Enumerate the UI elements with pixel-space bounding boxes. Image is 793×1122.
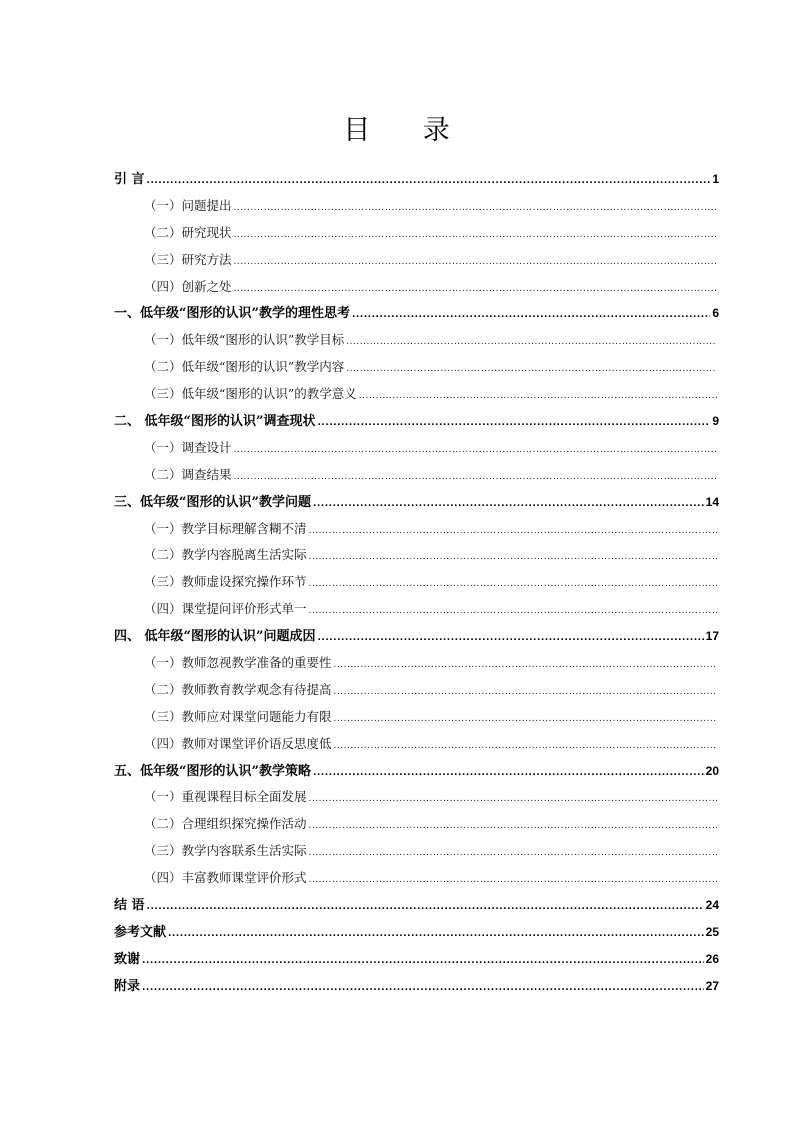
toc-chapter-entry[interactable] [114,300,719,327]
toc-section-entry[interactable] [114,650,719,677]
toc-section-entry[interactable] [114,569,719,596]
dot-leader [317,625,703,650]
toc-section-entry[interactable] [114,193,719,220]
dot-leader [309,518,717,543]
toc-section-entry[interactable] [114,677,719,704]
dot-leader [168,921,704,946]
dot-leader [334,706,717,731]
toc-page-number: 25 [705,924,719,939]
toc-entry-label: 致谢 [114,951,141,967]
dot-leader [234,195,717,220]
toc-entry-label: （四）丰富教师课堂评价形式 [144,870,307,886]
toc-entry-label: （三）研究方法 [144,251,232,267]
dot-leader [234,249,717,274]
toc-entry-label: （一）调查设计 [144,439,232,455]
toc-chapter-entry[interactable] [114,919,719,946]
toc-entry-label: （四）课堂提问评价形式单一 [144,601,307,617]
dot-leader [234,437,717,462]
toc-entry-label: （一）低年级“图形的认识”教学目标 [144,332,345,348]
dot-leader [346,329,717,354]
toc-entry-label: 一、低年级“图形的认识”教学的理性思考 [114,306,350,322]
toc-entry-label: （二）合理组织探究操作活动 [144,816,307,832]
toc-entry-label: （四）创新之处 [144,278,232,294]
toc-section-entry[interactable] [114,811,719,838]
toc-entry-label: （二）研究现状 [144,224,232,240]
toc-entry-label: 三、低年级“图形的认识”教学问题 [114,494,311,510]
toc-entry-label: （二）教学内容脱离生活实际 [144,547,307,563]
toc-entry-label: 二、 低年级“图形的认识”调查现状 [114,414,316,430]
toc-entry-label: （三）教师应对课堂问题能力有限 [144,708,332,724]
toc-chapter-entry[interactable] [114,892,719,919]
dot-leader [346,356,717,381]
toc-section-entry[interactable] [114,274,719,301]
toc-section-entry[interactable] [114,327,719,354]
toc-page-number: 14 [705,494,719,509]
toc-page-number: 26 [705,951,719,966]
dot-leader [234,276,717,301]
dot-leader [352,302,710,327]
toc-entry-label: （一）重视课程目标全面发展 [144,789,307,805]
dot-leader [309,571,717,596]
toc-section-entry[interactable] [114,220,719,247]
dot-leader [234,222,717,247]
toc-section-entry[interactable] [114,247,719,274]
toc-entry-label: 引 言 [114,172,145,187]
dot-leader [309,544,717,569]
toc-chapter-entry[interactable] [114,408,719,435]
dot-leader [147,894,704,919]
toc-page-number: 6 [712,306,719,321]
toc-entry-label: （一）教师忽视教学准备的重要性 [144,655,332,671]
toc-chapter-entry[interactable] [114,758,719,785]
toc-chapter-entry[interactable] [114,489,719,516]
dot-leader [147,168,711,193]
toc-page-number: 17 [705,629,719,644]
toc-entry-label: （一）问题提出 [144,197,232,213]
dot-leader [142,948,704,973]
dot-leader [309,840,717,865]
toc-page-number: 9 [712,414,719,429]
dot-leader [234,464,717,489]
toc-page-number: 27 [705,978,719,993]
dot-leader [313,491,704,516]
dot-leader [334,679,717,704]
toc-page-number: 20 [705,763,719,778]
toc-entry-label: （二）调查结果 [144,466,232,482]
toc-entry-label: （二）低年级“图形的认识”教学内容 [144,359,345,375]
toc-section-entry[interactable] [114,596,719,623]
dot-leader [309,867,717,892]
dot-leader [359,383,717,408]
toc-section-entry[interactable] [114,865,719,892]
toc-section-entry[interactable] [114,516,719,543]
toc-section-entry[interactable] [114,784,719,811]
toc-section-entry[interactable] [114,542,719,569]
dot-leader [334,652,717,677]
toc-chapter-entry[interactable] [114,623,719,650]
toc-entry-label: 参考文献 [114,924,167,940]
toc-entry-label: 附录 [114,978,141,994]
dot-leader [313,760,704,785]
toc-entry-label: （四）教师对课堂评价语反思度低 [144,735,332,751]
toc-page-number: 1 [712,172,719,186]
toc-entry-label: （一）教学目标理解含糊不清 [144,520,307,536]
toc-section-entry[interactable] [114,838,719,865]
toc-chapter-entry[interactable] [114,973,719,1000]
toc-section-entry[interactable] [114,462,719,489]
toc-entry-label: （三）教学内容联系生活实际 [144,843,307,859]
toc-page-number: 24 [705,898,719,913]
page-title: 目 录 [343,115,472,146]
toc-entry-label: 五、低年级“图形的认识”教学策略 [114,763,311,779]
dot-leader [334,733,717,758]
toc-section-entry[interactable] [114,381,719,408]
toc-section-entry[interactable] [114,704,719,731]
toc-entry-label: （三）低年级“图形的认识”的教学意义 [144,386,357,402]
dot-leader [309,786,717,811]
dot-leader [309,813,717,838]
toc-section-entry[interactable] [114,731,719,758]
toc-section-entry[interactable] [114,435,719,462]
toc-entry-label: 结 语 [114,898,145,914]
toc-entry-label: 四、 低年级“图形的认识”问题成因 [114,629,316,645]
table-of-contents [114,166,719,1000]
dot-leader [142,975,704,1000]
dot-leader [309,598,717,623]
toc-entry-label: （三）教师虚设探究操作环节 [144,574,307,590]
toc-chapter-entry[interactable] [114,946,719,973]
toc-entry-label: （二）教师教育教学观念有待提高 [144,681,332,697]
dot-leader [317,410,710,435]
toc-chapter-entry[interactable] [114,166,719,193]
toc-section-entry[interactable] [114,354,719,381]
